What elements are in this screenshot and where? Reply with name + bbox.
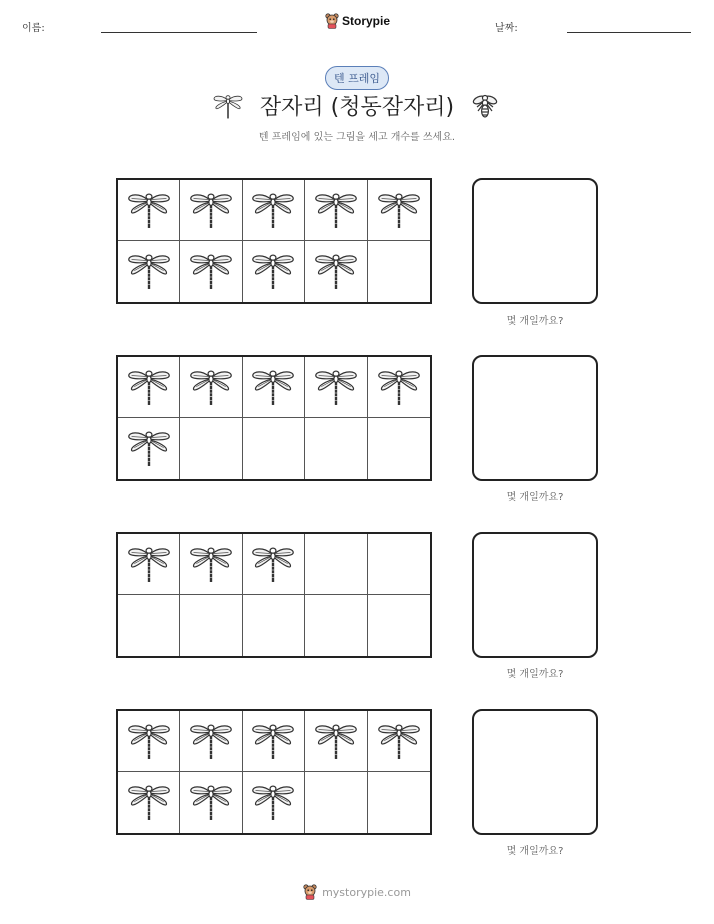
frame-cell: [118, 772, 180, 833]
ten-frame: [116, 355, 432, 481]
dragonfly-icon: [250, 367, 296, 408]
frame-cell: [243, 357, 305, 418]
frame-cell: [243, 534, 305, 595]
bear-icon: [303, 884, 317, 900]
dragonfly-icon: [188, 251, 234, 292]
dragonfly-icon: [313, 367, 359, 408]
dragonfly-icon: [126, 544, 172, 585]
frame-cell: [305, 241, 367, 302]
ten-frame: [116, 532, 432, 658]
dragonfly-icon: [250, 782, 296, 823]
frame-cell: [368, 772, 430, 833]
frame-cell: [180, 595, 242, 656]
dragonfly-icon: [376, 367, 422, 408]
answer-question: 몇 개일까요?: [506, 316, 564, 327]
frame-cell: [180, 180, 242, 241]
page-title: 잠자리 (청동잠자리): [259, 95, 455, 120]
frame-cell: [118, 534, 180, 595]
name-label: 이름:: [22, 23, 45, 34]
frame-cell: [368, 595, 430, 656]
ten-frame: [116, 178, 432, 304]
name-line[interactable]: [101, 32, 257, 33]
bee-icon: [470, 91, 500, 121]
dragonfly-icon: [250, 544, 296, 585]
frame-cell: [305, 595, 367, 656]
frame-cell: [305, 418, 367, 479]
date-label: 날짜:: [495, 23, 518, 34]
dragonfly-icon: [188, 544, 234, 585]
frame-cell: [305, 180, 367, 241]
dragonfly-icon: [250, 721, 296, 762]
dragonfly-icon: [188, 367, 234, 408]
frame-cell: [243, 180, 305, 241]
frame-cell: [180, 241, 242, 302]
dragonfly-icon: [313, 251, 359, 292]
frame-cell: [243, 241, 305, 302]
answer-question: 몇 개일까요?: [506, 846, 564, 857]
dragonfly-icon: [126, 782, 172, 823]
dragonfly-icon: [126, 721, 172, 762]
frame-cell: [118, 595, 180, 656]
frame-cell: [368, 711, 430, 772]
frame-cell: [368, 357, 430, 418]
frame-cell: [305, 772, 367, 833]
dragonfly-icon: [376, 190, 422, 231]
dragonfly-icon: [376, 721, 422, 762]
instructions: 텐 프레임에 있는 그림을 세고 개수를 쓰세요.: [258, 132, 456, 143]
storypie-logo: [325, 13, 390, 29]
dragonfly-icon: [313, 190, 359, 231]
footer-site[interactable]: mystorypie.com: [322, 885, 411, 899]
dragonfly-icon: [250, 251, 296, 292]
dragonfly-icon: [126, 428, 172, 469]
frame-cell: [180, 534, 242, 595]
ten-frame: [116, 709, 432, 835]
dragonfly-icon: [188, 782, 234, 823]
frame-cell: [118, 241, 180, 302]
dragonfly-icon: [126, 251, 172, 292]
frame-cell: [305, 534, 367, 595]
answer-box[interactable]: [472, 178, 598, 304]
frame-cell: [305, 711, 367, 772]
answer-box[interactable]: [472, 709, 598, 835]
frame-cell: [243, 418, 305, 479]
frame-cell: [180, 418, 242, 479]
frame-cell: [118, 711, 180, 772]
answer-question: 몇 개일까요?: [506, 669, 564, 680]
dragonfly-icon: [188, 190, 234, 231]
footer: [0, 884, 714, 900]
frame-cell: [118, 357, 180, 418]
frame-cell: [368, 418, 430, 479]
date-line[interactable]: [567, 32, 691, 33]
frame-cell: [243, 772, 305, 833]
frame-cell: [180, 772, 242, 833]
dragonfly-icon: [188, 721, 234, 762]
frame-cell: [368, 534, 430, 595]
frame-cell: [368, 241, 430, 302]
ten-frame-badge: 텐 프레임: [325, 66, 389, 90]
dragonfly-icon: [313, 721, 359, 762]
bear-icon: [325, 13, 339, 29]
frame-cell: [243, 595, 305, 656]
frame-cell: [305, 357, 367, 418]
frame-cell: [180, 711, 242, 772]
dragonfly-icon: [126, 190, 172, 231]
answer-box[interactable]: [472, 355, 598, 481]
logo-text: Storypie: [342, 14, 391, 28]
dragonfly-icon: [126, 367, 172, 408]
frame-cell: [118, 180, 180, 241]
answer-box[interactable]: [472, 532, 598, 658]
frame-cell: [118, 418, 180, 479]
frame-cell: [243, 711, 305, 772]
frame-cell: [180, 357, 242, 418]
answer-question: 몇 개일까요?: [506, 492, 564, 503]
dragonfly-icon: [250, 190, 296, 231]
frame-cell: [368, 180, 430, 241]
